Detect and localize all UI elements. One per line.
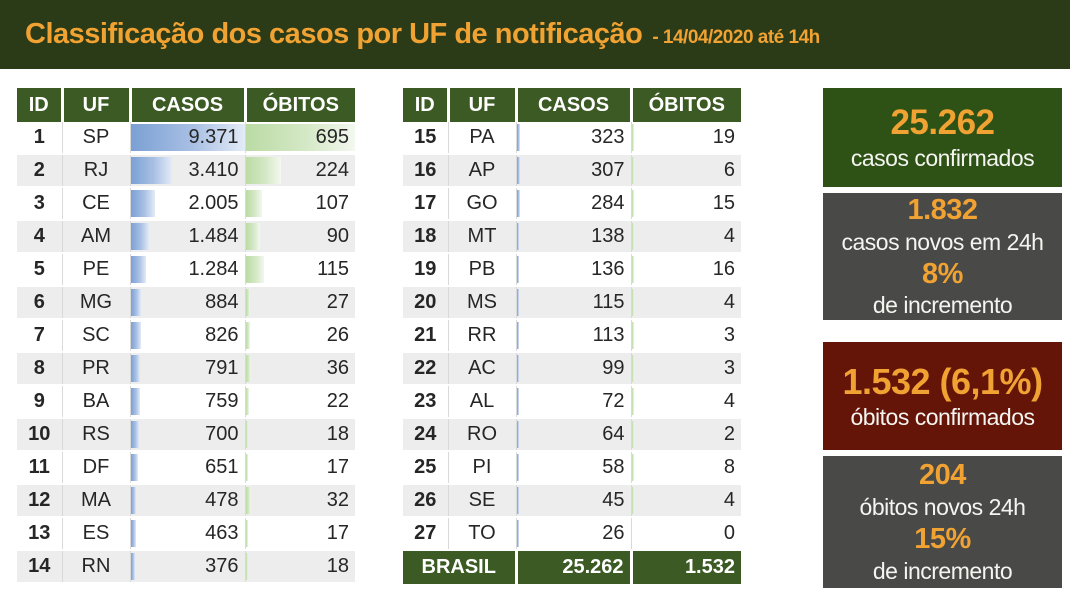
id-cell: 17 bbox=[403, 187, 448, 220]
uf-cell: DF bbox=[62, 451, 130, 484]
table-header-row bbox=[403, 88, 741, 122]
obitos-data-bar bbox=[632, 223, 634, 250]
casos-data-bar bbox=[517, 487, 519, 514]
casos-cell: 323 bbox=[516, 122, 631, 154]
uf-cell: CE bbox=[62, 187, 130, 220]
table-row bbox=[403, 517, 741, 550]
obitos-cell: 2 bbox=[631, 418, 741, 451]
obitos-cell: 22 bbox=[245, 385, 355, 418]
obitos-cell: 4 bbox=[631, 220, 741, 253]
obitos-cell: 32 bbox=[245, 484, 355, 517]
table-row bbox=[403, 187, 741, 220]
column-header-uf: UF bbox=[448, 88, 516, 122]
casos-cell: 115 bbox=[516, 286, 631, 319]
obitos-cell: 4 bbox=[631, 385, 741, 418]
obitos-cell: 6 bbox=[631, 154, 741, 187]
uf-cell: RJ bbox=[62, 154, 130, 187]
casos-data-bar bbox=[131, 355, 141, 382]
casos-data-bar bbox=[517, 289, 519, 316]
casos-data-bar bbox=[517, 256, 519, 283]
card-new-deaths-24h bbox=[823, 456, 1062, 588]
obitos-cell: 17 bbox=[245, 517, 355, 550]
id-cell: 5 bbox=[17, 253, 62, 286]
table-row bbox=[403, 253, 741, 286]
casos-cell: 884 bbox=[130, 286, 245, 319]
column-header-casos: CASOS bbox=[516, 88, 631, 122]
casos-cell: 2.005 bbox=[130, 187, 245, 220]
card-label: de incremento bbox=[872, 557, 1013, 584]
obitos-data-bar bbox=[632, 355, 634, 382]
card-new-cases-24h bbox=[823, 193, 1062, 320]
obitos-data-bar bbox=[632, 421, 634, 448]
casos-cell: 72 bbox=[516, 385, 631, 418]
id-cell: 4 bbox=[17, 220, 62, 253]
cases-table-right bbox=[403, 88, 741, 584]
casos-data-bar bbox=[517, 454, 519, 481]
casos-data-bar bbox=[131, 388, 140, 415]
uf-cell: BA bbox=[62, 385, 130, 418]
obitos-data-bar bbox=[246, 388, 249, 415]
obitos-data-bar bbox=[246, 421, 249, 448]
obitos-data-bar bbox=[246, 289, 250, 316]
column-header-obitos: ÓBITOS bbox=[245, 88, 355, 122]
obitos-data-bar bbox=[246, 157, 281, 184]
obitos-data-bar bbox=[246, 355, 252, 382]
obitos-cell: 224 bbox=[245, 154, 355, 187]
id-cell: 9 bbox=[17, 385, 62, 418]
uf-cell: PE bbox=[62, 253, 130, 286]
casos-cell: 307 bbox=[516, 154, 631, 187]
cases-table-left bbox=[17, 88, 355, 584]
uf-cell: PR bbox=[62, 352, 130, 385]
card-value: 15% bbox=[914, 523, 971, 555]
casos-data-bar bbox=[131, 421, 140, 448]
obitos-cell: 27 bbox=[245, 286, 355, 319]
obitos-data-bar bbox=[632, 190, 634, 217]
obitos-cell: 18 bbox=[245, 550, 355, 583]
obitos-data-bar bbox=[246, 487, 251, 514]
casos-cell: 284 bbox=[516, 187, 631, 220]
table-row bbox=[17, 187, 355, 220]
obitos-cell: 16 bbox=[631, 253, 741, 286]
casos-cell: 1.484 bbox=[130, 220, 245, 253]
table-row bbox=[403, 154, 741, 187]
casos-cell: 478 bbox=[130, 484, 245, 517]
id-cell: 8 bbox=[17, 352, 62, 385]
column-header-casos: CASOS bbox=[130, 88, 245, 122]
casos-data-bar bbox=[517, 322, 519, 349]
obitos-data-bar bbox=[246, 520, 249, 547]
table-row bbox=[17, 253, 355, 286]
casos-cell: 9.371 bbox=[130, 122, 245, 154]
card-label: óbitos confirmados bbox=[850, 404, 1035, 431]
casos-cell: 376 bbox=[130, 550, 245, 583]
obitos-data-bar bbox=[632, 487, 634, 514]
id-cell: 15 bbox=[403, 122, 448, 154]
column-header-id: ID bbox=[17, 88, 62, 122]
table-row bbox=[403, 286, 741, 319]
obitos-cell: 4 bbox=[631, 484, 741, 517]
casos-cell: 45 bbox=[516, 484, 631, 517]
casos-data-bar bbox=[131, 289, 142, 316]
id-cell: 20 bbox=[403, 286, 448, 319]
table-row bbox=[17, 385, 355, 418]
obitos-data-bar bbox=[632, 388, 634, 415]
id-cell: 13 bbox=[17, 517, 62, 550]
obitos-cell: 695 bbox=[245, 122, 355, 154]
id-cell: 10 bbox=[17, 418, 62, 451]
casos-cell: 791 bbox=[130, 352, 245, 385]
total-label-cell: BRASIL bbox=[403, 550, 516, 584]
id-cell: 24 bbox=[403, 418, 448, 451]
uf-cell: RN bbox=[62, 550, 130, 583]
table-row bbox=[17, 418, 355, 451]
uf-cell: AP bbox=[448, 154, 516, 187]
id-cell: 25 bbox=[403, 451, 448, 484]
casos-cell: 136 bbox=[516, 253, 631, 286]
total-row-brasil bbox=[403, 550, 741, 584]
card-value: 8% bbox=[922, 257, 963, 290]
table-row bbox=[403, 484, 741, 517]
casos-data-bar bbox=[131, 553, 136, 580]
casos-cell: 700 bbox=[130, 418, 245, 451]
table-row bbox=[17, 122, 355, 154]
table-row bbox=[403, 385, 741, 418]
obitos-data-bar bbox=[246, 553, 249, 580]
casos-data-bar bbox=[517, 355, 519, 382]
table-row bbox=[17, 517, 355, 550]
obitos-cell: 26 bbox=[245, 319, 355, 352]
summary-cards bbox=[823, 88, 1062, 588]
casos-cell: 826 bbox=[130, 319, 245, 352]
table-row bbox=[403, 122, 741, 154]
card-value: 1.532 (6,1%) bbox=[842, 361, 1043, 403]
table-row bbox=[17, 484, 355, 517]
obitos-cell: 15 bbox=[631, 187, 741, 220]
table-row bbox=[17, 451, 355, 484]
obitos-data-bar bbox=[246, 256, 264, 283]
obitos-data-bar bbox=[632, 322, 634, 349]
obitos-data-bar bbox=[632, 157, 634, 184]
obitos-data-bar bbox=[632, 454, 634, 481]
uf-cell: ES bbox=[62, 517, 130, 550]
casos-cell: 463 bbox=[130, 517, 245, 550]
obitos-data-bar bbox=[632, 289, 634, 316]
uf-cell: MS bbox=[448, 286, 516, 319]
obitos-data-bar bbox=[246, 190, 263, 217]
obitos-data-bar bbox=[246, 322, 250, 349]
casos-cell: 759 bbox=[130, 385, 245, 418]
obitos-cell: 90 bbox=[245, 220, 355, 253]
obitos-cell: 0 bbox=[631, 517, 741, 550]
uf-cell: AL bbox=[448, 385, 516, 418]
table-row bbox=[17, 220, 355, 253]
casos-data-bar bbox=[131, 487, 137, 514]
table-row bbox=[403, 319, 741, 352]
card-label: casos novos em 24h bbox=[841, 228, 1044, 255]
casos-cell: 651 bbox=[130, 451, 245, 484]
page-title bbox=[25, 18, 820, 51]
total-casos-cell: 25.262 bbox=[516, 550, 631, 584]
casos-data-bar bbox=[131, 256, 147, 283]
table-row bbox=[403, 418, 741, 451]
table-row bbox=[17, 550, 355, 583]
card-confirmed-cases bbox=[823, 88, 1062, 187]
obitos-cell: 18 bbox=[245, 418, 355, 451]
casos-cell: 113 bbox=[516, 319, 631, 352]
casos-cell: 64 bbox=[516, 418, 631, 451]
casos-cell: 26 bbox=[516, 517, 631, 550]
card-label: de incremento bbox=[872, 292, 1013, 319]
card-value: 1.832 bbox=[907, 193, 978, 226]
uf-cell: SC bbox=[62, 319, 130, 352]
id-cell: 11 bbox=[17, 451, 62, 484]
casos-data-bar bbox=[517, 421, 519, 448]
obitos-cell: 4 bbox=[631, 286, 741, 319]
obitos-cell: 19 bbox=[631, 122, 741, 154]
id-cell: 2 bbox=[17, 154, 62, 187]
casos-cell: 3.410 bbox=[130, 154, 245, 187]
card-confirmed-deaths bbox=[823, 342, 1062, 450]
table-row bbox=[17, 319, 355, 352]
obitos-cell: 3 bbox=[631, 352, 741, 385]
table-row bbox=[403, 220, 741, 253]
header-bar bbox=[0, 0, 1070, 69]
uf-cell: PB bbox=[448, 253, 516, 286]
id-cell: 27 bbox=[403, 517, 448, 550]
obitos-cell: 8 bbox=[631, 451, 741, 484]
obitos-data-bar bbox=[632, 124, 635, 151]
id-cell: 12 bbox=[17, 484, 62, 517]
casos-cell: 138 bbox=[516, 220, 631, 253]
total-obitos-cell: 1.532 bbox=[631, 550, 741, 584]
casos-data-bar bbox=[131, 190, 155, 217]
id-cell: 7 bbox=[17, 319, 62, 352]
table-header-row bbox=[17, 88, 355, 122]
casos-data-bar bbox=[131, 520, 137, 547]
table-row bbox=[17, 286, 355, 319]
obitos-cell: 17 bbox=[245, 451, 355, 484]
casos-data-bar bbox=[517, 388, 519, 415]
casos-data-bar bbox=[517, 520, 519, 547]
uf-cell: SP bbox=[62, 122, 130, 154]
table-row bbox=[17, 154, 355, 187]
column-header-obitos: ÓBITOS bbox=[631, 88, 741, 122]
column-header-uf: UF bbox=[62, 88, 130, 122]
casos-data-bar bbox=[131, 223, 149, 250]
casos-data-bar bbox=[517, 223, 519, 250]
table-row bbox=[403, 451, 741, 484]
uf-cell: PA bbox=[448, 122, 516, 154]
id-cell: 16 bbox=[403, 154, 448, 187]
card-label: óbitos novos 24h bbox=[859, 494, 1026, 521]
id-cell: 23 bbox=[403, 385, 448, 418]
obitos-data-bar bbox=[632, 256, 635, 283]
id-cell: 1 bbox=[17, 122, 62, 154]
card-label: casos confirmados bbox=[850, 145, 1035, 172]
uf-cell: TO bbox=[448, 517, 516, 550]
uf-cell: GO bbox=[448, 187, 516, 220]
id-cell: 3 bbox=[17, 187, 62, 220]
card-value: 204 bbox=[919, 459, 966, 492]
table-row bbox=[17, 352, 355, 385]
uf-cell: RO bbox=[448, 418, 516, 451]
column-header-id: ID bbox=[403, 88, 448, 122]
uf-cell: MA bbox=[62, 484, 130, 517]
id-cell: 26 bbox=[403, 484, 448, 517]
casos-data-bar bbox=[517, 190, 520, 217]
page-title-date: - 14/04/2020 até 14h bbox=[652, 27, 820, 48]
obitos-cell: 36 bbox=[245, 352, 355, 385]
table-row bbox=[403, 352, 741, 385]
casos-data-bar bbox=[517, 124, 521, 151]
uf-cell: AM bbox=[62, 220, 130, 253]
obitos-cell: 115 bbox=[245, 253, 355, 286]
obitos-data-bar bbox=[246, 454, 249, 481]
obitos-cell: 107 bbox=[245, 187, 355, 220]
id-cell: 6 bbox=[17, 286, 62, 319]
uf-cell: RR bbox=[448, 319, 516, 352]
obitos-cell: 3 bbox=[631, 319, 741, 352]
uf-cell: PI bbox=[448, 451, 516, 484]
id-cell: 19 bbox=[403, 253, 448, 286]
casos-cell: 1.284 bbox=[130, 253, 245, 286]
uf-cell: SE bbox=[448, 484, 516, 517]
id-cell: 22 bbox=[403, 352, 448, 385]
uf-cell: MG bbox=[62, 286, 130, 319]
uf-cell: MT bbox=[448, 220, 516, 253]
id-cell: 18 bbox=[403, 220, 448, 253]
card-value: 25.262 bbox=[890, 103, 995, 143]
page-title-main: Classificação dos casos por UF de notificação bbox=[25, 18, 643, 50]
casos-data-bar bbox=[131, 322, 141, 349]
id-cell: 21 bbox=[403, 319, 448, 352]
uf-cell: AC bbox=[448, 352, 516, 385]
casos-data-bar bbox=[131, 454, 139, 481]
casos-data-bar bbox=[517, 157, 521, 184]
obitos-data-bar bbox=[246, 223, 260, 250]
uf-cell: RS bbox=[62, 418, 130, 451]
casos-cell: 99 bbox=[516, 352, 631, 385]
casos-data-bar bbox=[131, 157, 172, 184]
id-cell: 14 bbox=[17, 550, 62, 583]
casos-cell: 58 bbox=[516, 451, 631, 484]
